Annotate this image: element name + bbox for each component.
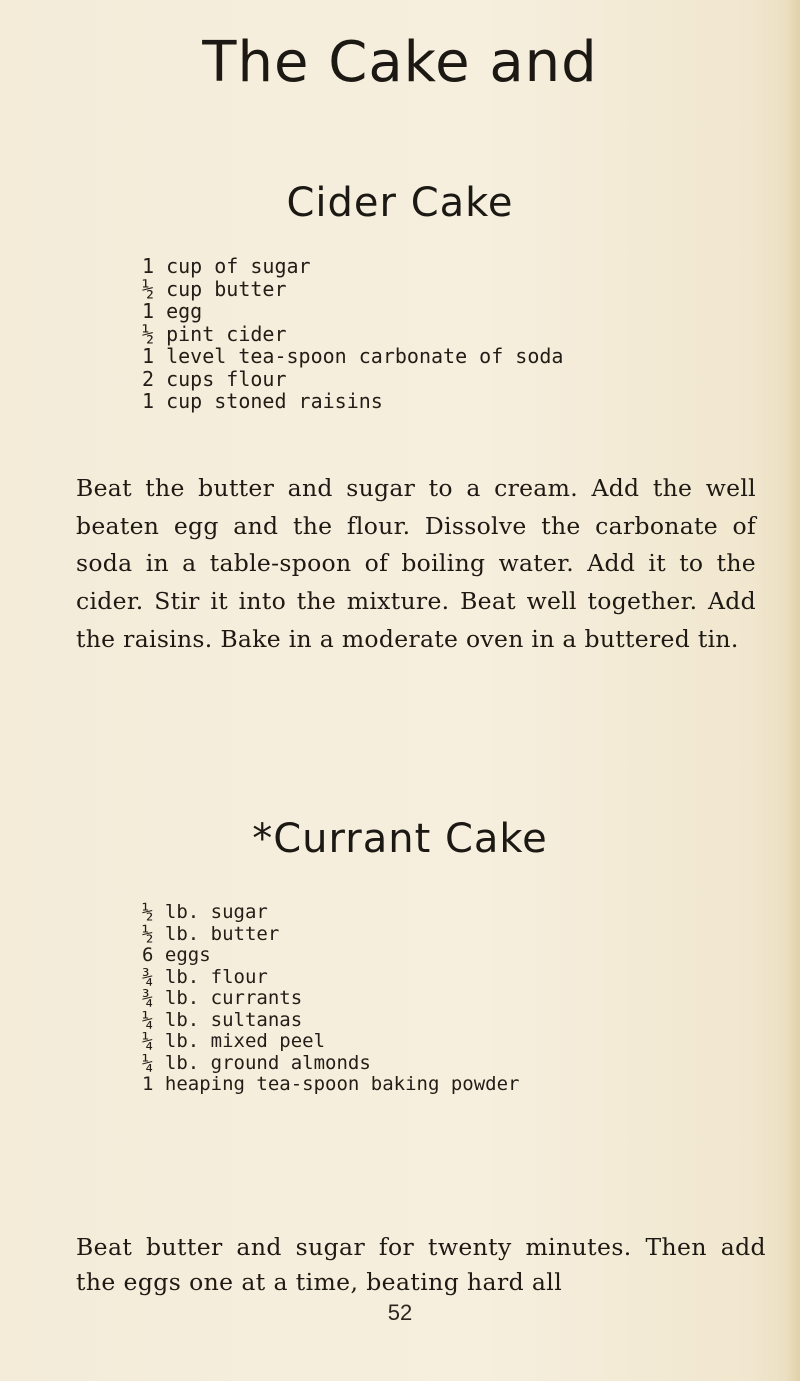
ingredient-item: ½ lb. sugar: [142, 901, 268, 923]
ingredient-item: ½ lb. butter: [142, 922, 280, 945]
ingredient-item: 1 egg: [142, 299, 203, 323]
currant-cake-title: *Currant Cake: [252, 816, 548, 862]
ingredient-item: 1 level tea-spoon carbonate of soda: [142, 344, 564, 368]
ingredient-item: ½ pint cider: [142, 321, 287, 346]
ingredient-item: 1 heaping tea-spoon baking powder: [142, 1073, 520, 1095]
ingredient-item: ½ cup butter: [142, 276, 287, 301]
ingredient-item: ¼ lb. ground almonds: [142, 1051, 371, 1074]
ingredient-item: ¾ lb. flour: [142, 965, 268, 988]
ingredient-item: 1 cup of sugar: [142, 254, 311, 278]
running-head: The Cake and: [202, 30, 598, 95]
ingredient-item: 2 cups flour: [142, 366, 287, 391]
ingredient-item: ¾ lb. currants: [142, 987, 303, 1009]
page-number: 52: [387, 1300, 413, 1325]
ingredient-item: 1 cup stoned raisins: [142, 389, 383, 413]
cider-cake-ingredients: [142, 255, 563, 413]
currant-cake-ingredients: [142, 902, 520, 1096]
currant-cake-method: Beat butter and sugar for twenty minutes. Then add the eggs one at a time, beating hard all: [76, 1233, 766, 1296]
cider-cake-method: Beat the butter and sugar to a cream. Add the well beaten egg and the flour. Dissolve the carbonate of soda in a table-spoon of boiling water. Add it to the cider. Stir it into the mixture. Beat well together. Add the raisins. Bake in a moderate oven in a buttered tin.: [76, 474, 756, 653]
cider-cake-title: Cider Cake: [286, 180, 514, 226]
ingredient-item: ¼ lb. sultanas: [142, 1008, 303, 1031]
ingredient-item: ¼ lb. mixed peel: [142, 1030, 326, 1052]
ingredient-item: 6 eggs: [142, 944, 211, 966]
